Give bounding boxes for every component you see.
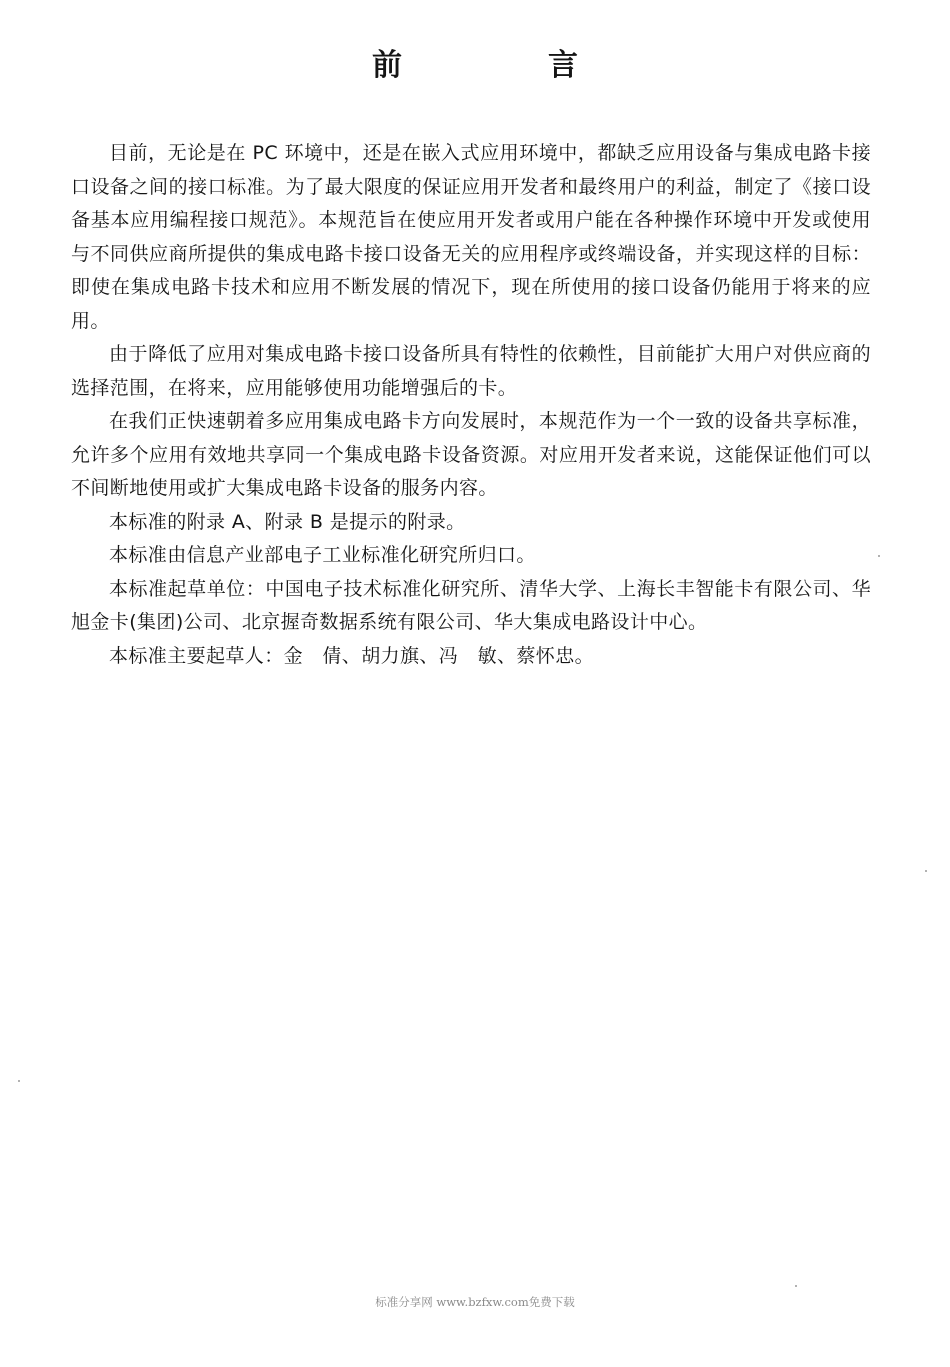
- scan-speck: [878, 555, 880, 557]
- paragraph-dependency: 由于降低了应用对集成电路卡接口设备所具有特性的依赖性，目前能扩大用户对供应商的选择范围，在将来，应用能够使用功能增强后的卡。: [71, 343, 871, 399]
- paragraph-drafting-units: 本标准起草单位：中国电子技术标准化研究所、清华大学、上海长丰智能卡有限公司、华旭金卡(集团)公司、北京握奇数据系统有限公司、华大集成电路设计中心。: [71, 577, 871, 633]
- paragraph-administration: 本标准由信息产业部电子工业标准化研究所归口。: [109, 544, 536, 566]
- paragraph-multi-app: 在我们正快速朝着多应用集成电路卡方向发展时，本规范作为一个一致的设备共享标准，允许多个应用有效地共享同一个集成电路卡设备资源。对应用开发者来说，这能保证他们可以不间断地使用或扩大集成电路卡设备的服务内容。: [71, 410, 871, 499]
- foreword-body: [71, 137, 871, 673]
- scan-speck: [925, 870, 927, 872]
- scan-speck: [795, 1285, 797, 1287]
- footer-watermark: 标准分享网 www.bzfxw.com免费下载: [375, 1295, 575, 1309]
- paragraph-intro: 目前，无论是在 PC 环境中，还是在嵌入式应用环境中，都缺乏应用设备与集成电路卡接口设备之间的接口标准。为了最大限度的保证应用开发者和最终用户的利益，制定了《接口设备基本应用编程接口规范》。本规范旨在使应用开发者或用户能在各种操作环境中开发或使用与不同供应商所提供的集成电路卡接口设备无关的应用程序或终端设备，并实现这样的目标：即使在集成电路卡技术和应用不断发展的情况下，现在所使用的接口设备仍能用于将来的应用。: [71, 142, 871, 332]
- paragraph-drafters: 本标准主要起草人：金 倩、胡力旗、冯 敏、蔡怀忠。: [109, 644, 595, 667]
- paragraph-appendix: 本标准的附录 A、附录 B 是提示的附录。: [109, 510, 466, 533]
- page-title: 前 言: [372, 48, 636, 83]
- scan-speck: [18, 1080, 20, 1082]
